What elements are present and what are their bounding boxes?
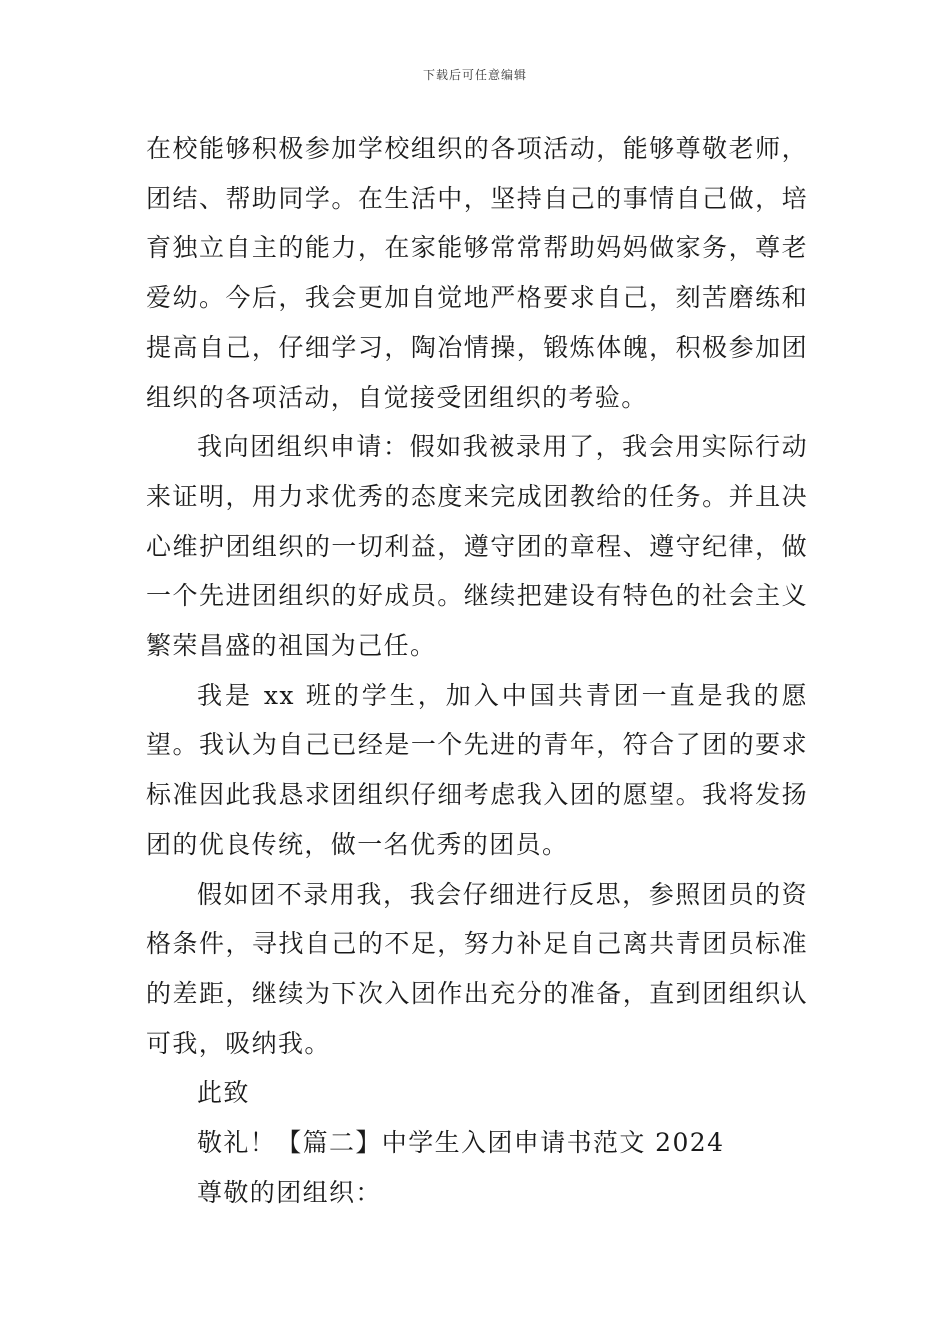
paragraph-continued: 在校能够积极参加学校组织的各项活动，能够尊敬老师，团结、帮助同学。在生活中，坚持自己的事情自己做，培育独立自主的能力，在家能够常常帮助妈妈做家务，尊老爱幼。今后，我会更加自觉地严格要求自己，刻苦磨练和提高自己，仔细学习，陶冶情操，锻炼体魄，积极参加团组织的各项活动，自觉接受团组织的考验。 bbox=[146, 134, 808, 412]
new-letter-greeting: 尊敬的团组织： bbox=[197, 1177, 382, 1207]
paragraph-wish: 我是 xx 班的学生，加入中国共青团一直是我的愿望。我认为自己已经是一个先进的青年，符合了团的要求标准因此我恳求团组织仔细考虑我入团的愿望。我将发扬团的优良传统，做一名优秀的团员。 bbox=[146, 680, 808, 859]
paragraph-application: 我向团组织申请：假如我被录用了，我会用实际行动来证明，用力求优秀的态度来完成团教给的任务。并且决心维护团组织的一切利益，遵守团的章程、遵守纪律，做一个先进团组织的好成员。继续把建设有特色的社会主义繁荣昌盛的祖国为己任。 bbox=[146, 432, 808, 661]
paragraph-reflection: 假如团不录用我，我会仔细进行反思，参照团员的资格条件，寻找自己的不足，努力补足自己离共青团员标准的差距，继续为下次入团作出充分的准备，直到团组织认可我，吸纳我。 bbox=[146, 879, 808, 1058]
header-note: 下载后可任意编辑 bbox=[422, 68, 527, 82]
closing-respect-and-section-title: 敬礼！【篇二】中学生入团申请书范文 2024 bbox=[197, 1128, 725, 1158]
closing-salutation: 此致 bbox=[197, 1078, 250, 1108]
document-body bbox=[146, 124, 808, 1217]
